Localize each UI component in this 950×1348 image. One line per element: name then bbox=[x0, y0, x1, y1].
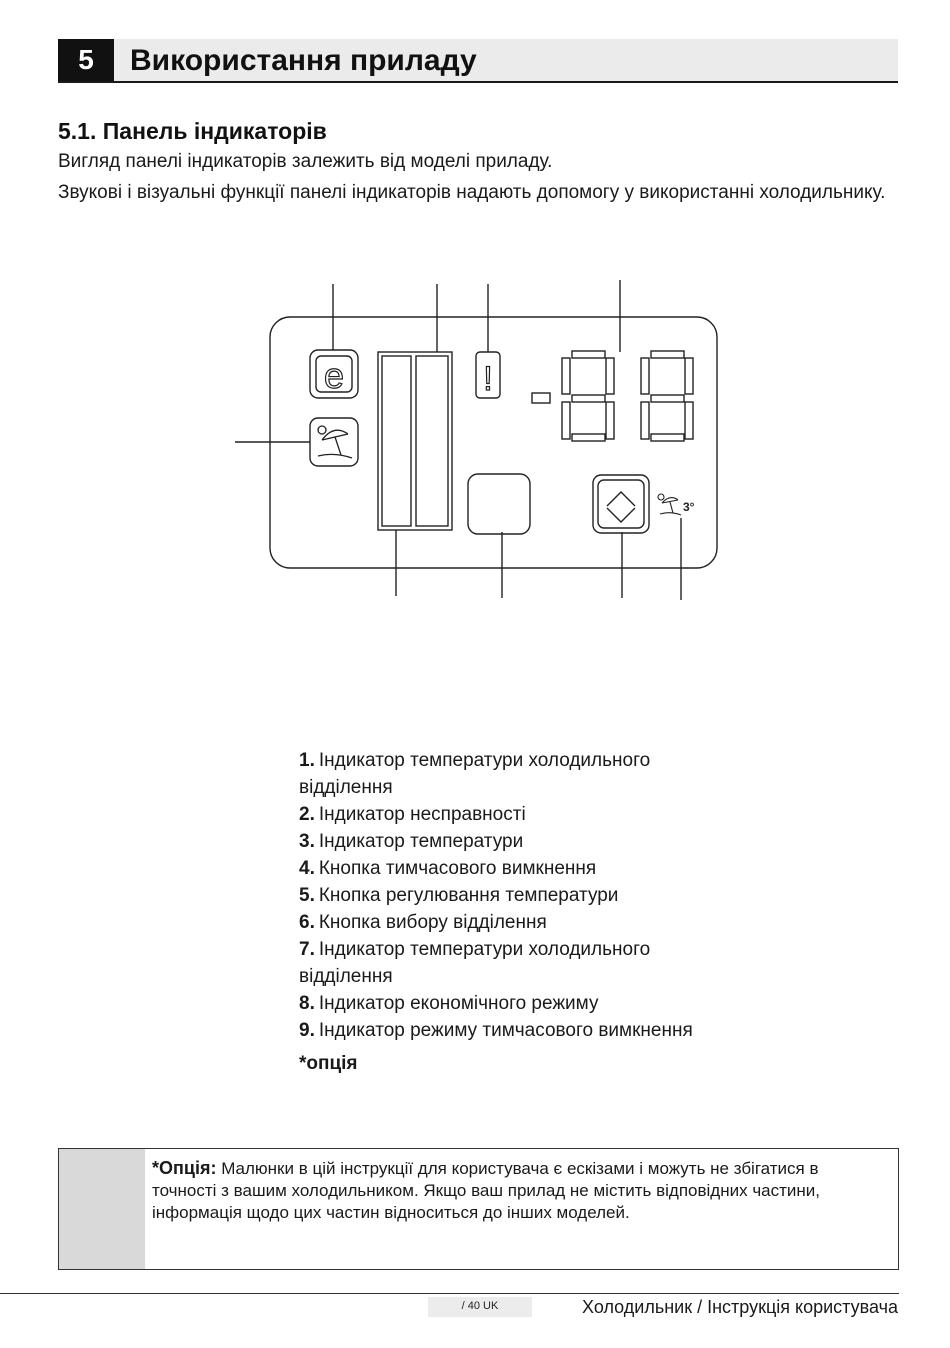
section-number: 5 bbox=[58, 39, 114, 81]
section-title: Використання приладу bbox=[130, 44, 477, 77]
eco-mode-indicator bbox=[310, 350, 358, 398]
subsection-title: 5.1. Панель індикаторів bbox=[58, 118, 327, 144]
legend-option-note: *опція bbox=[299, 1053, 358, 1074]
seven-segment-digit bbox=[562, 351, 614, 441]
legend-item: 6. Кнопка вибору відділення bbox=[299, 912, 547, 933]
legend-item: 7. Індикатор температури холодильного відділення bbox=[299, 939, 651, 987]
legend-item: 5. Кнопка регулювання температури bbox=[299, 885, 619, 906]
alarm-symbol: ! bbox=[483, 360, 493, 398]
seven-segment-digit bbox=[641, 351, 693, 441]
alarm-indicator bbox=[476, 352, 500, 398]
legend-item: 2. Індикатор несправності bbox=[299, 804, 526, 825]
page-number: / 40 UK bbox=[428, 1297, 532, 1317]
legend bbox=[299, 747, 719, 1077]
temperature-bar-frame bbox=[378, 352, 452, 530]
small-umbrella-icon bbox=[658, 494, 681, 515]
degree-mark: 3° bbox=[683, 500, 695, 514]
intro-paragraph-1: Вигляд панелі індикаторів залежить від моделі приладу. bbox=[58, 151, 553, 172]
note-box bbox=[58, 1148, 899, 1270]
note-text bbox=[152, 1157, 882, 1224]
umbrella-icon bbox=[318, 426, 352, 458]
panel-outline bbox=[270, 317, 717, 568]
temperature-adjust-button bbox=[593, 475, 649, 533]
temperature-bar-left bbox=[382, 356, 411, 526]
footer-title: Холодильник / Інструкція користувача bbox=[582, 1297, 898, 1317]
vacation-mode-indicator bbox=[310, 418, 358, 466]
section-header bbox=[58, 39, 898, 83]
eco-letter: e bbox=[323, 355, 345, 396]
arrow-up-icon bbox=[607, 492, 635, 506]
minus-segment bbox=[532, 393, 550, 403]
compartment-select-button bbox=[468, 474, 530, 534]
temperature-bar-right bbox=[416, 356, 448, 526]
legend-item: 8. Індикатор економічного режиму bbox=[299, 993, 599, 1014]
legend-item: 3. Індикатор температури bbox=[299, 831, 524, 852]
legend-item: 9. Індикатор режиму тимчасового вимкнення bbox=[299, 1020, 693, 1041]
note-body: Малюнки в цій інструкції для користувача є ескізами і можуть не збігатися в точності з вашим холодильником. Якщо ваш прилад не містить відповідних частини, інформація щодо цих частин відноситься до інших моделей. bbox=[152, 1159, 821, 1222]
footer-divider bbox=[0, 1293, 899, 1294]
arrow-down-icon bbox=[607, 508, 635, 522]
legend-item: 1. Індикатор температури холодильного відділення bbox=[299, 750, 651, 798]
note-label: *Опція: bbox=[152, 1158, 217, 1178]
legend-item: 4. Кнопка тимчасового вимкнення bbox=[299, 858, 597, 879]
note-side-bar bbox=[59, 1149, 145, 1269]
intro-paragraph-2: Звукові і візуальні функції панелі індикаторів надають допомогу у використанні холодильнику. bbox=[58, 182, 886, 203]
